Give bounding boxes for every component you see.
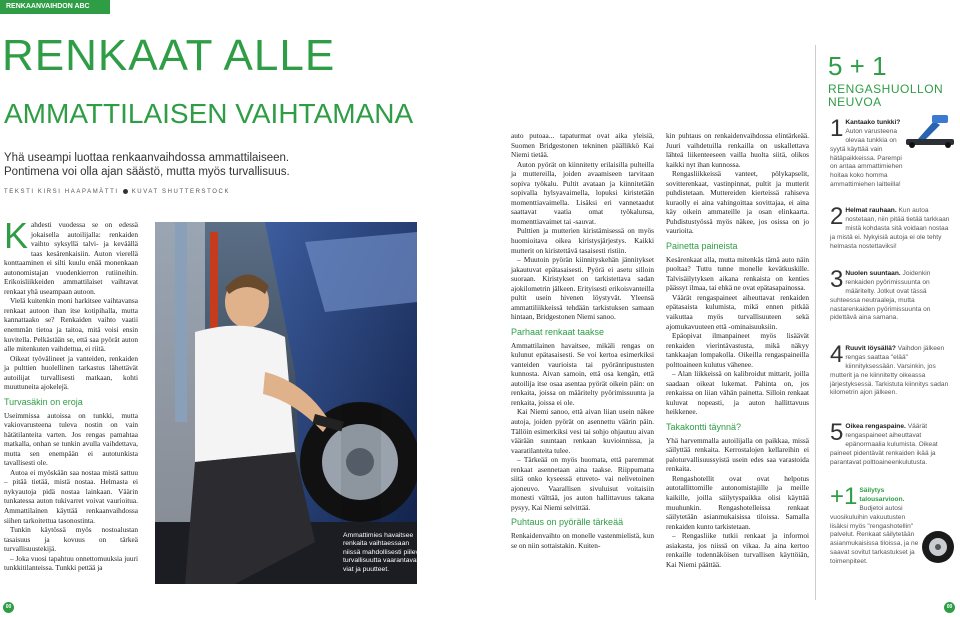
- tip-number: 5: [830, 419, 844, 446]
- paragraph: – Tärkeää on myös huomata, että paremmat renkaat asennetaan aina taakse. Riippumatta siitä onko kyseessä etuveto- vai nelivetoinen ajoneuvo. Vaarallisen sivuluisut voitaisiin monesti välttää, jos auton hallittavuus takana pysyy, Kai Niemi selvittää.: [511, 455, 654, 512]
- jack-icon: [904, 111, 958, 149]
- paragraph: Rengasliikkeissä vanteet, pölykapselit, sovitterenkaat, vastinpinnat, pultit ja mutterit puhdistetaan. Muttereiden kierteissä rahiseva kuraolly ei aina vahingoittaa sovittajaa, ei aina käy oikein ammateille ja osan elinkaarta. Puhdistustyössä myös näkee, jos osissa on jo vaurioita.: [666, 169, 809, 236]
- tip-body: Väärät rengaspaineet aiheuttavat epänormaalia kulumista. Oikeat paineet pidentävät renkaiden ikää ja parantavat polttoaineenkulutusta.: [830, 423, 938, 466]
- tip-body: Vaihdon jälkeen rengas saattaa "elää" kiinnityksessään. Varsinkin, jos mutterit ja ne kiinnitetty oikeassa järjestyksessä. Tarkistuta kiinnitys sadan kilometrin ajon jälkeen.: [830, 345, 949, 397]
- page-title: RENKAAT ALLE: [2, 31, 336, 80]
- tip-item: [830, 203, 955, 251]
- tip-body: Kun autoa nostetaan, niin pitää tietää tarkkaan mistä kohdasta sitä voidaan nostaa ja mistä ei. Nykyisiä autoja ei ole tehty helmasta nostettaviksi!: [830, 207, 950, 250]
- tip-title: Kantaako tunkki?: [845, 119, 901, 126]
- photo-caption: Ammattimies havaitsee renkaita vaihtaessaan niissä mahdollisesti piilevät turvallisuutta vaarantavat viat ja puutteet.: [343, 532, 425, 573]
- page-number-left: 00: [3, 602, 14, 613]
- subheading: Painetta paineista: [666, 241, 738, 252]
- article-column-1: [4, 215, 138, 573]
- paragraph: Auton pyörät on kiinnitetty erilaisilla pulteilla ja muttereilla, joiden avaamiseen tarvitaan sopiva työkalu. Pultit avataan ja kiinnitetään sopivalla hylsyavaimella, lopuksi kiristetään momenttiavaimella. Lisäksi eri vannetaadut saattavat vaatia omat työkalunsa, momenttiavaimet tai -sauvat.: [511, 159, 654, 226]
- tip-body: Auton varusteena olevaa tunkkia on syytä käyttää vain hätäpaikkeissa. Parempi on antaa ammattimiehen hoitaa koko homma ammattimiehen laitteilla!: [830, 127, 903, 189]
- paragraph: Vielä kuitenkin moni harkitsee vaihtavansa renkaat autoon ihan itse kotipihalla, mutta kannattaako se? Renkaiden vaihto vaatii enemmän tietoa ja taitoa, mitä voisi ensin kuvitella. Pelkästään se, että saa pyörät auton alle mitenkuten vaihdettua, ei riitä.: [4, 296, 138, 354]
- tip-body: Joidenkin renkaiden pyörimissuunta on määritelty. Jotkut ovat tässä suhteessa neutraaleja, mutta nastarenkaiden pyörimissuunta on pidettävä aina samana.: [830, 270, 931, 322]
- credits: [4, 189, 230, 195]
- page-number-right: 00: [944, 602, 955, 613]
- tip-number: 4: [830, 341, 844, 368]
- tip-number: 3: [830, 266, 844, 293]
- tip-title: Säilytys talousarvioon.: [859, 487, 905, 503]
- section-tag: RENKAANVAIHDON ABC: [0, 0, 110, 14]
- subheading: Parhaat renkaat taakse: [511, 326, 605, 337]
- paragraph: Ammattilainen havaitsee, mikäli rengas on kulunut epätasaisesti. Se voi kertoa esimerkiksi vanteiden vaurioista tai pyöränripustusten kunnosta. Aivan samoin, että osa kengän, että autoilija itse osaa asentaa pyörät oikein päin: on renkaita, joissa on määritelty pyörimissuunta ja renkaita, joissa ei ole.: [511, 340, 654, 407]
- paragraph: kin puhtaus on renkaidenvaihdossa elintärkeää. Juuri vaihdetuilla renkailla on uskallettava lähteä liikenteeseen vailla huolta siitä, olikos kaikki nyt ihan kunnossa.: [666, 131, 809, 169]
- tip-number: 1: [830, 115, 844, 142]
- paragraph: auto putoaa... tapaturmat ovat aika yleisiä, Suomen Bridgestonen tekninen päällikkö Kai Niemi tietää.: [511, 131, 654, 160]
- paragraph: Epäopivat ilmanpaineet myös lisäävät renkaiden vierintävastusta, mikä näkyy tankkaajan lompakolla. Oikeilla rengaspaineilla polttoaineen kulutus vähenee.: [666, 331, 809, 369]
- drop-cap: K: [4, 215, 29, 256]
- tip-item: [830, 115, 904, 190]
- tip-number: 2: [830, 203, 844, 230]
- credit-text: TEKSTI KIRSI HAAPAMÄTTI: [4, 189, 119, 196]
- paragraph: Oikeat työvälineet ja vanteiden, renkaiden ja pulttien huolellinen tarkastus lähettävät autoilijat turvallisesti matkaan, kohti muuttuneita ajokelejä.: [4, 353, 138, 392]
- subheading: Turvasäkin on eroja: [4, 396, 83, 407]
- paragraph: ahdesti vuodessa se on edessä jokaisella autoilijalla: renkaiden vaihto syksyllä talvi- ja keväällä taas kesärenkaisiin. Auton vierellä konttaaminen ei silti kuulu enää monenkaan autonomistajan vuodenkierron rutiineihin. Erikoisliikkeiden ammattilaiset vaihtavat renkaat yhä useampaan autoon.: [4, 220, 138, 296]
- tip-title: Ruuvit löysällä?: [845, 345, 896, 352]
- tip-title: Nuolen suuntaan.: [845, 270, 901, 277]
- tip-item: [830, 341, 955, 398]
- paragraph: Rengashotellit ovat ovat helpotus autotallittomille autonomistajille ja meille kaikille, joilla säilytyspaikka olisi käyttää muuhunkin. Rengashotelleissa renkaat säilytetään asianmukaisissa tiloissa. Samalla renkaiden kunto tarkistetaan.: [666, 473, 809, 531]
- tip-body: Budjetoi autosi vuosikuluihin vakuutusten lisäksi myös "rengashotellin" palvelut. Renkaat säilytetään asianmukaisissa tiloissa, ja ne saavat sovitut tarkastukset ja toimenpiteet.: [830, 504, 919, 566]
- subheading: Puhtaus on pyörälle tärkeää: [511, 517, 624, 528]
- paragraph: Kai Niemi sanoo, että aivan liian usein näkee autoja, joiden pyörät on asennettu väärin päin. Tällöin esimerkiksi vesi tai sohjo ohjautuu aivan väärään suuntaan renkaan kuvioinnissa, ja vaaratilanteita tulee.: [511, 407, 654, 455]
- paragraph: – Joka vuosi tapahtuu onnettomuuksia juuri tunkkitilanteissa. Tunkki pettää ja: [4, 553, 138, 573]
- paragraph: – Rengasliike tutkii renkaat ja informoi asiakasta, jos niissä on vikaa. Ja aina kertoo renkaille todennäköisen turvallisen käyttöiän, Kai Niemi päättää.: [666, 531, 809, 569]
- page-subtitle: AMMATTILAISEN VAIHTAMANA: [4, 98, 414, 129]
- paragraph: Väärät rengaspaineet aiheuttavat renkaiden epätasaista kulumista, mikä ennen pitkää vaikuttaa myös turvallisuuteen sekä ajomukavuuteen että -ominaisuuksiin.: [666, 292, 809, 331]
- photo-illustration: [155, 222, 417, 584]
- paragraph: – Alan liikkeissä on kalibroidut mittarit, joilla saadaan oikeat lukemat. Pahinta on, jos renkaissa on liian vähän painetta. Silloin renkaat kuluvat nopeasti, ja auton hallittavuus heikkenee.: [666, 369, 809, 417]
- tip-item: [830, 483, 920, 567]
- paragraph: Kesärenkaat alla, mutta mitenkäs tämä auto näin puoltaa? Tuttu tunne monelle kevätkuskille. Talvisäilytyksen aikana renkaista on kenties päässyt ilmaa, tai ehkä ne ovat epätasapainossa.: [666, 254, 809, 293]
- paragraph: Tunkin käytössä myös nostoalustan tasaisuus ja kovuus on tärkeä turvallisuustekijä.: [4, 525, 138, 554]
- tip-item: [830, 266, 955, 323]
- tip-number: +1: [830, 483, 858, 510]
- paragraph: Yhä harvemmalla autoilijalla on paikkaa, missä säilyttää renkaita. Kerrostalojen kellareihin ei paloturvallisuussyistä usein edes saa varastoida renkaita.: [666, 435, 809, 474]
- article-column-2: [511, 131, 654, 550]
- sidebar-subheading: RENGASHUOLLON NEUVOA: [828, 82, 944, 109]
- paragraph: Renkaidenvaihto on monelle vastenmielistä, kun se on niin sottaistakin. Kuiten-: [511, 531, 654, 550]
- sidebar-heading: 5 + 1: [828, 51, 887, 81]
- lede: Yhä useampi luottaa renkaanvaihdossa ammattilaiseen. Pontimena voi olla ajan säästö, mutta myös turvallisuus.: [4, 152, 290, 178]
- mechanic-photo: [155, 222, 417, 584]
- credit-photo: KUVAT SHUTTERSTOCK: [131, 189, 231, 196]
- tire-icon: [920, 529, 956, 565]
- tips-sidebar: [815, 45, 958, 600]
- tip-item: [830, 419, 955, 467]
- bullet-icon: [123, 189, 128, 194]
- paragraph: Autoa ei myöskään saa nostaa mistä sattuu – pitää tietää, mistä nostaa. Helmasta ei nykyautoja pidä nostaa lainkaan. Väärin tunkatessa auton tukivarret voivat vaurioitua. Ammattilainen käyttää renkaanvaihdossa siihen tarkoitettua tasonostinta.: [4, 467, 138, 525]
- paragraph: Useimmissa autoissa on tunkki, mutta vakiovarusteena tuleva nostin on vain hätätilanteita varten. Jos rengas pamahtaa matkalla, onhan se tunkin avulla vaihdettava, mutta sen enempään ei autotunkista tavallisesti ole.: [4, 410, 138, 468]
- paragraph: Pulttien ja mutterien kiristämisessä on myös huomioitava oikea kiristysjärjestys. Kaikki mutterit on kiristettävä tasaisesti ristiin.: [511, 226, 654, 255]
- article-column-3: [666, 131, 809, 569]
- tip-title: Oikea rengaspaine.: [845, 423, 906, 430]
- paragraph: – Muutoin pyörän kiinnityskehän jännitykset jakautuvat epätasaisesti. Pyörä ei asetu silloin suoraan. Kiristykset on tarkistettava sadan ajokilometrin jälkeen. Erityisesti erikoisvanteilla pultit usein hivenen löystyvät. Yleensä ammattiliikkeissä tehdään tarkistuksen samaan hintaan, Bridgestonen Niemi sanoo.: [511, 255, 654, 322]
- subheading: Takakontti täynnä?: [666, 422, 742, 432]
- tip-title: Helmat rauhaan.: [845, 207, 897, 214]
